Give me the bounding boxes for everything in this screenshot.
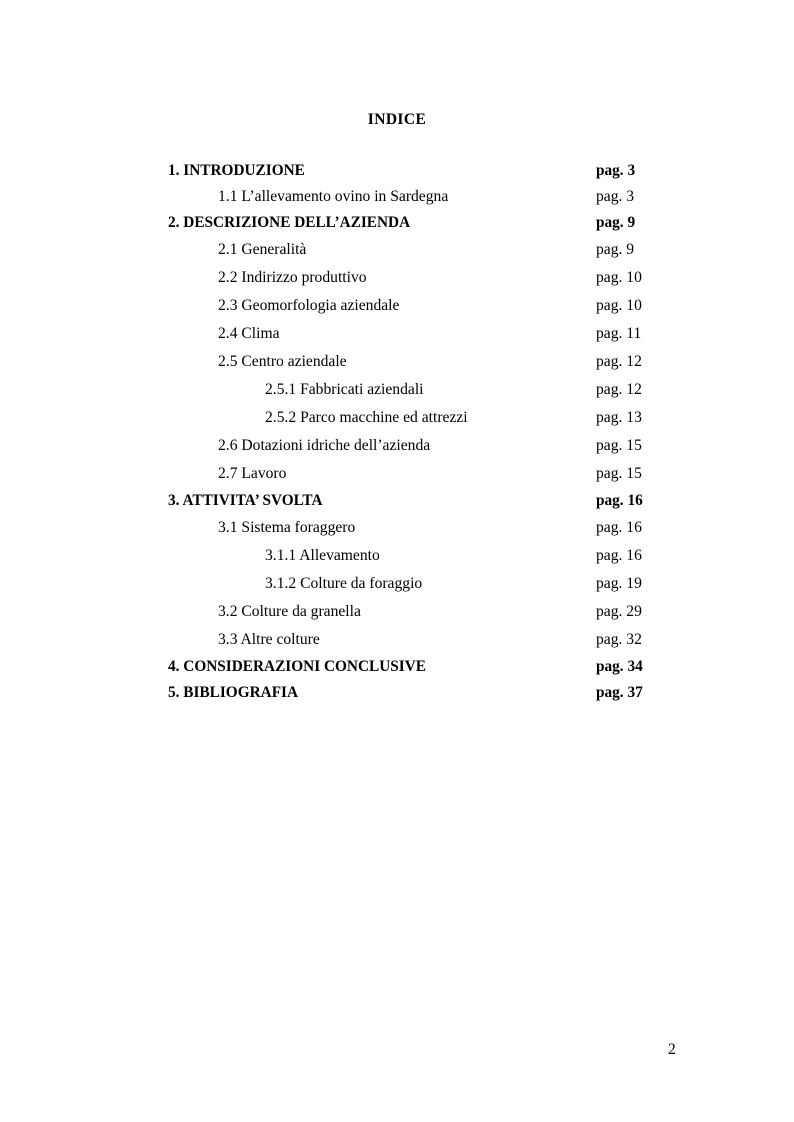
toc-entry-page-ref: pag. 15 [596, 437, 642, 454]
toc-entry[interactable] [0, 460, 794, 488]
toc-entry-page-ref: pag. 16 [596, 547, 642, 564]
toc-entry-label: 2.4 Clima [218, 325, 280, 342]
toc-entry-page-ref: pag. 29 [596, 603, 642, 620]
toc-entry-page-ref: pag. 19 [596, 575, 642, 592]
toc-entry-page-ref: pag. 11 [596, 325, 642, 342]
toc-entry-label: 1.1 L’allevamento ovino in Sardegna [218, 188, 449, 205]
toc-entry-label: 2.6 Dotazioni idriche dell’azienda [218, 437, 431, 454]
toc-entry[interactable] [0, 348, 794, 376]
toc-entry[interactable] [0, 626, 794, 654]
toc-entry[interactable] [0, 680, 794, 706]
toc-entry-label: 2.1 Generalità [218, 241, 307, 258]
toc-entry[interactable] [0, 404, 794, 432]
toc-entry-label: 3.1 Sistema foraggero [218, 519, 356, 536]
toc-entry[interactable] [0, 598, 794, 626]
page-title: INDICE [367, 111, 427, 128]
toc-entry-page-ref: pag. 9 [596, 214, 636, 231]
toc-entry-label: 3.1.2 Colture da foraggio [265, 575, 423, 592]
toc-entry-label: 3.1.1 Allevamento [265, 547, 380, 564]
toc-entry-label: 3.3 Altre colture [218, 631, 320, 648]
toc-entry[interactable] [0, 292, 794, 320]
toc-entry-label: 5. BIBLIOGRAFIA [168, 684, 299, 701]
toc-entry[interactable] [0, 158, 794, 184]
page-number-footer: 2 [668, 1041, 676, 1058]
toc-entry[interactable] [0, 184, 794, 210]
toc-entry-label: 2.3 Geomorfologia aziendale [218, 297, 400, 314]
toc-entry-label: 4. CONSIDERAZIONI CONCLUSIVE [168, 658, 426, 675]
toc-entry[interactable] [0, 320, 794, 348]
toc-entry[interactable] [0, 654, 794, 680]
toc-entry-page-ref: pag. 12 [596, 353, 642, 370]
toc-entry-page-ref: pag. 3 [596, 188, 635, 205]
toc-entry-label: 2.5.1 Fabbricati aziendali [265, 381, 424, 398]
toc-entry[interactable] [0, 570, 794, 598]
toc-entry[interactable] [0, 236, 794, 264]
toc-entry-label: 2.5.2 Parco macchine ed attrezzi [265, 409, 468, 426]
toc-entry-label: 1. INTRODUZIONE [168, 162, 305, 179]
toc-entry[interactable] [0, 432, 794, 460]
toc-entry-page-ref: pag. 10 [596, 269, 642, 286]
toc-entry-page-ref: pag. 9 [596, 241, 635, 258]
toc-entry-page-ref: pag. 15 [596, 465, 642, 482]
toc-entry-page-ref: pag. 16 [596, 492, 643, 509]
toc-entry[interactable] [0, 264, 794, 292]
toc-entry-label: 3.2 Colture da granella [218, 603, 361, 620]
toc-entry-label: 3. ATTIVITA’ SVOLTA [168, 492, 323, 509]
table-of-contents [0, 158, 794, 706]
toc-entry[interactable] [0, 376, 794, 404]
toc-entry-label: 2. DESCRIZIONE DELL’AZIENDA [168, 214, 411, 231]
toc-entry-label: 2.7 Lavoro [218, 465, 287, 482]
toc-entry[interactable] [0, 542, 794, 570]
toc-entry-page-ref: pag. 3 [596, 162, 636, 179]
toc-entry[interactable] [0, 488, 794, 514]
toc-entry[interactable] [0, 514, 794, 542]
toc-entry-page-ref: pag. 12 [596, 381, 642, 398]
toc-entry-page-ref: pag. 37 [596, 684, 643, 701]
toc-entry-page-ref: pag. 34 [596, 658, 643, 675]
toc-entry-label: 2.2 Indirizzo produttivo [218, 269, 367, 286]
toc-entry-page-ref: pag. 16 [596, 519, 642, 536]
toc-entry-label: 2.5 Centro aziendale [218, 353, 347, 370]
toc-entry-page-ref: pag. 32 [596, 631, 642, 648]
toc-entry-page-ref: pag. 13 [596, 409, 642, 426]
toc-entry-page-ref: pag. 10 [596, 297, 642, 314]
toc-entry[interactable] [0, 210, 794, 236]
